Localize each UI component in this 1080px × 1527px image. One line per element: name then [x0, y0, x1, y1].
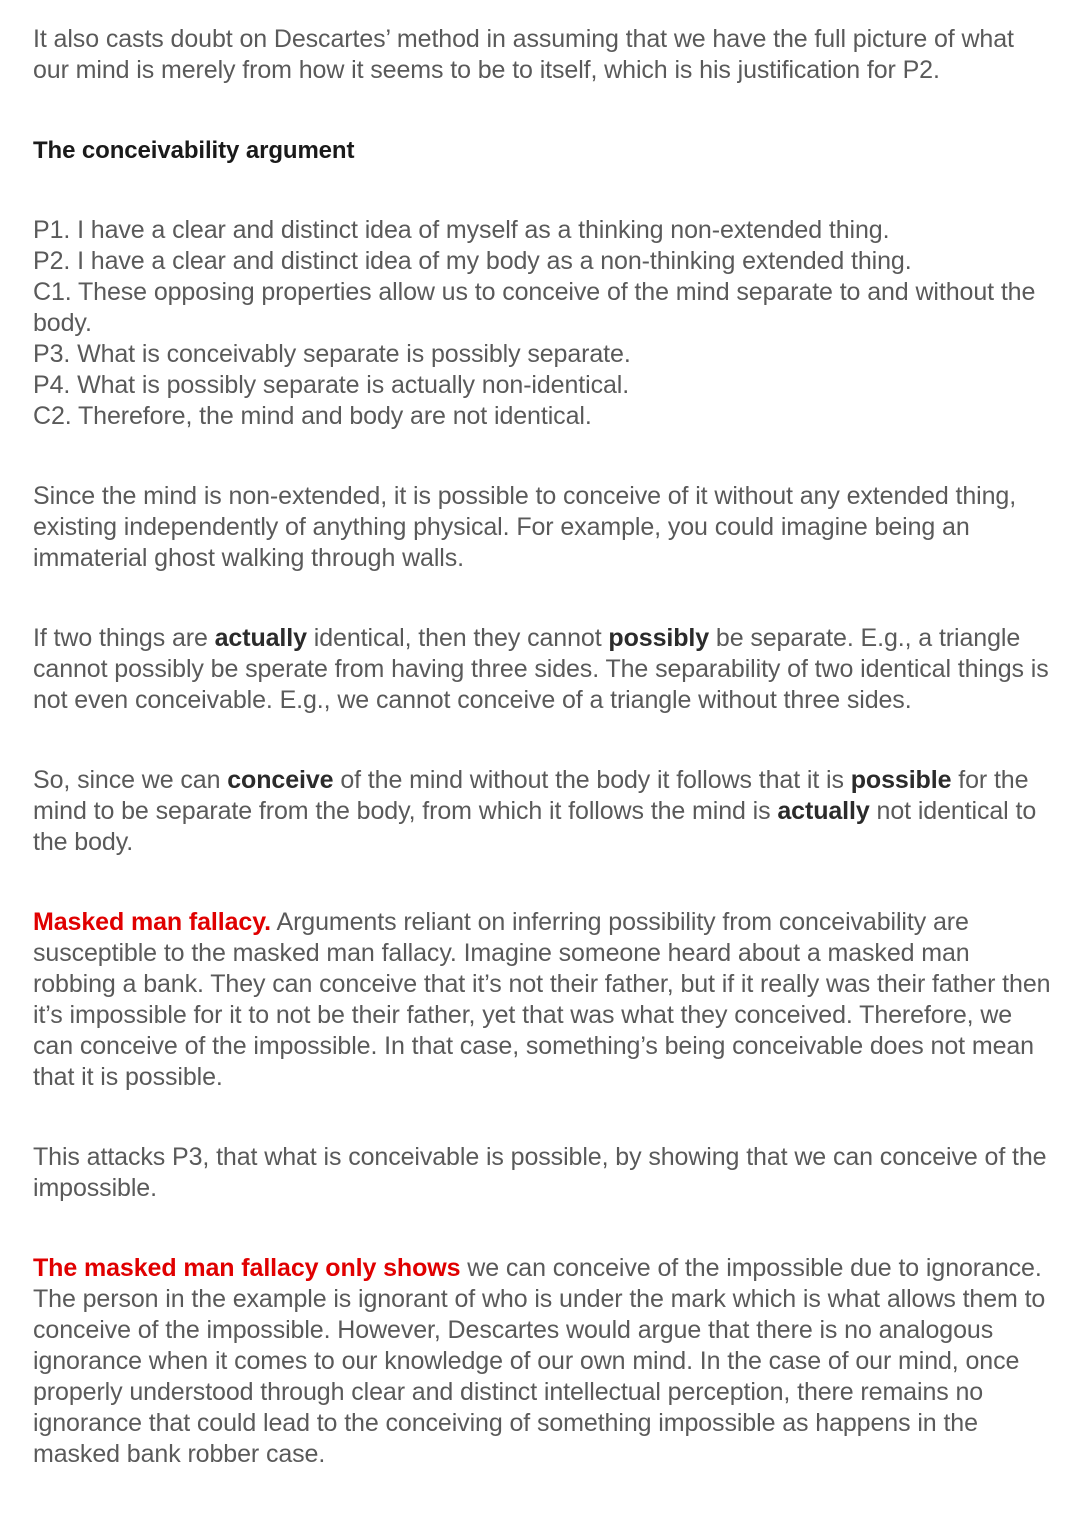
text-run: for the mind to be separate from the body, from which it follows the mind is	[33, 766, 1029, 825]
emphasis-possibly: possibly	[608, 624, 710, 652]
emphasis-actually: actually	[777, 797, 870, 825]
argument-p4: P4. What is possibly separate is actually non-identical.	[33, 371, 630, 399]
identical-paragraph	[33, 623, 1053, 716]
response-label: The masked man fallacy only shows	[33, 1254, 461, 1282]
nonextended-paragraph: Since the mind is non-extended, it is possible to conceive of it without any extended thing, existing independently of anything physical. For example, you could imagine being an immaterial ghost walking through walls.	[33, 482, 1017, 572]
masked-man-label: Masked man fallacy.	[33, 908, 272, 936]
text-run: we can conceive of the impossible due to ignorance. The person in the example is ignorant of who is under the mark which is what allows them to conceive of the impossible. However, Descartes would argue that there is no analogous ignorance when it comes to our knowledge of our own mind. In the case of our mind, once properly understood through clear and distinct intellectual perception, there remains no ignorance that could lead to the conceiving of something impossible as happens in the masked bank robber case.	[33, 1254, 1046, 1468]
emphasis-actually: actually	[214, 624, 307, 652]
text-run: Arguments reliant on inferring possibility from conceivability are susceptible to the masked man fallacy. Imagine someone heard about a masked man robbing a bank. They can conceive that it’s not their father, but if it really was their father then it’s impossible for it to not be their father, yet that was what they conceived. Therefore, we can conceive of the impossible. In that case, something’s being conceivable does not mean that it is possible.	[33, 908, 1051, 1091]
so-paragraph	[33, 765, 1053, 858]
text-run: not identical to the body.	[33, 797, 1037, 856]
text-run: be separate. E.g., a triangle cannot possibly be sperate from having three sides. The separability of two identical things is not even conceivable. E.g., we cannot conceive of a triangle without three sides.	[33, 624, 1049, 714]
text-run: of the mind without the body it follows that it is	[333, 766, 851, 794]
argument-p2: P2. I have a clear and distinct idea of my body as a non-thinking extended thing.	[33, 247, 912, 275]
text-run: So, since we can	[33, 766, 228, 794]
argument-c2: C2. Therefore, the mind and body are not identical.	[33, 402, 592, 430]
text-run: identical, then they cannot	[306, 624, 609, 652]
intro-paragraph: It also casts doubt on Descartes’ method in assuming that we have the full picture of what our mind is merely from how it seems to be to itself, which is his justification for P2.	[33, 25, 1014, 84]
masked-man-paragraph	[33, 907, 1053, 1093]
response-paragraph	[33, 1253, 1053, 1470]
argument-list	[33, 215, 1053, 432]
emphasis-conceive: conceive	[227, 766, 334, 794]
document-page	[33, 24, 1053, 1470]
text-run: If two things are	[33, 624, 215, 652]
emphasis-possible: possible	[850, 766, 952, 794]
argument-c1: C1. These opposing properties allow us to conceive of the mind separate to and without the body.	[33, 278, 1036, 337]
argument-p1: P1. I have a clear and distinct idea of myself as a thinking non-extended thing.	[33, 216, 890, 244]
argument-p3: P3. What is conceivably separate is possibly separate.	[33, 340, 631, 368]
attacks-paragraph: This attacks P3, that what is conceivable is possible, by showing that we can conceive of the impossible.	[33, 1143, 1047, 1202]
section-heading: The conceivability argument	[33, 137, 355, 164]
